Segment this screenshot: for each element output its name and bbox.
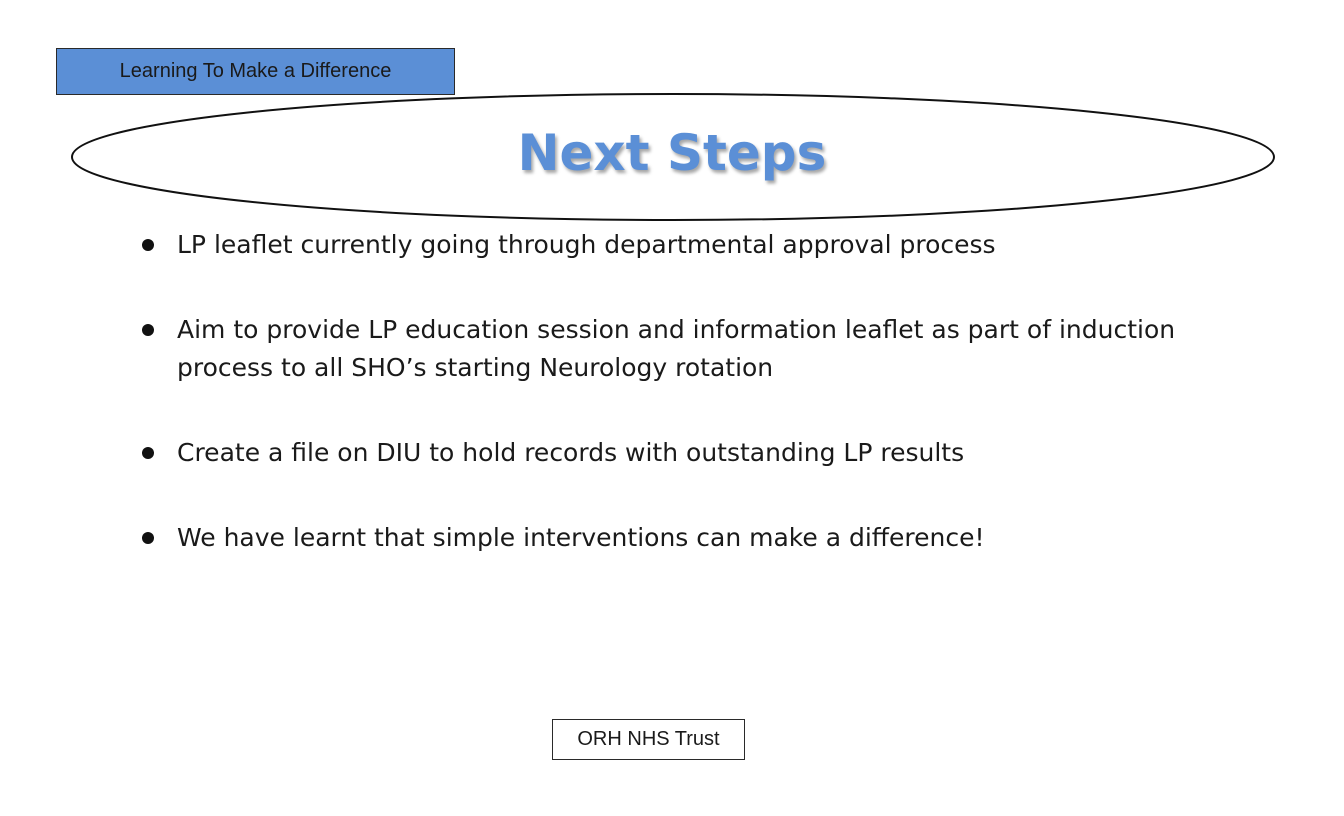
list-item: [140, 311, 1240, 387]
footer-label: ORH NHS Trust: [577, 728, 720, 750]
bullet-text: Create a file on DIU to hold records with outstanding LP results: [177, 438, 965, 467]
bullet-icon: [142, 447, 154, 459]
slide-title: Next Steps: [517, 124, 827, 182]
list-item: [140, 519, 1240, 557]
bullet-icon: [142, 324, 154, 336]
list-item: [140, 434, 1240, 472]
banner-header: [56, 48, 455, 95]
footer-label-box: [552, 719, 745, 760]
bullet-list: [140, 226, 1240, 604]
bullet-icon: [142, 532, 154, 544]
bullet-text: Aim to provide LP education session and information leaflet as part of induction process to all SHO’s starting Neurology rotation: [177, 315, 1176, 382]
banner-label: Learning To Make a Difference: [119, 60, 392, 82]
bullet-text: We have learnt that simple interventions can make a difference!: [177, 523, 985, 552]
bullet-text: LP leaflet currently going through departmental approval process: [177, 230, 996, 259]
list-item: [140, 226, 1240, 264]
bullet-icon: [142, 239, 154, 251]
